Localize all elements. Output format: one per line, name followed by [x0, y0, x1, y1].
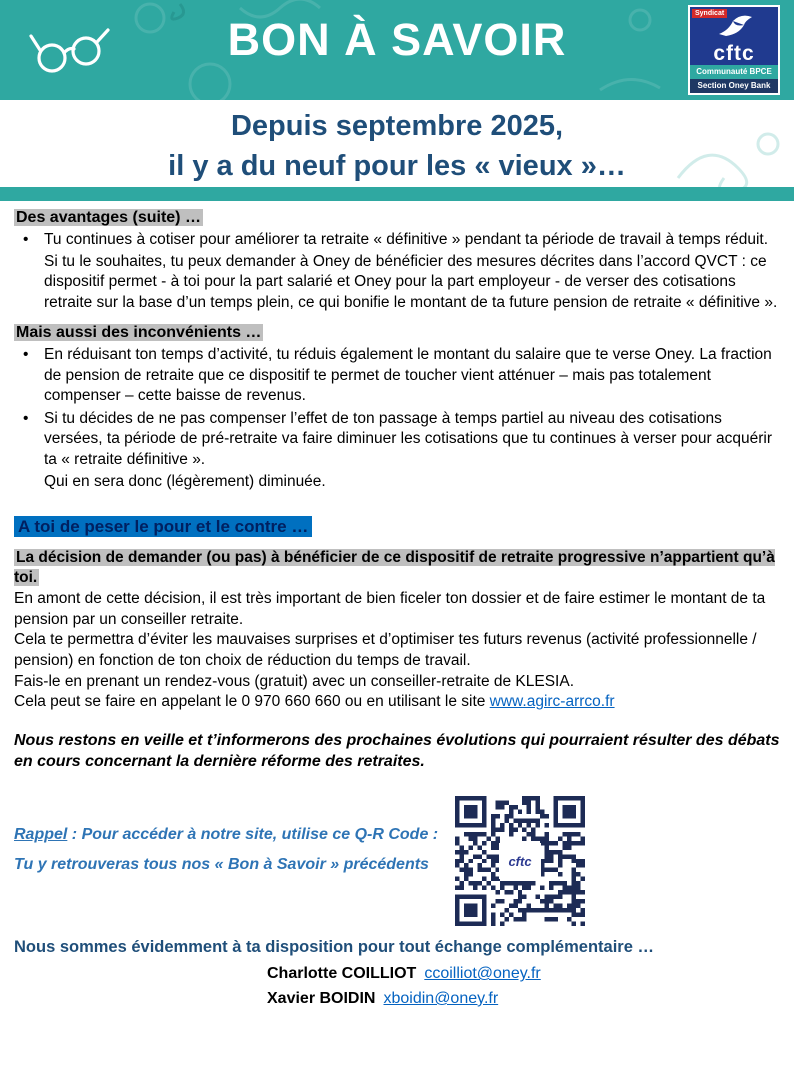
email-link[interactable]: ccoilliot@oney.fr — [424, 965, 541, 983]
rappel-section — [14, 796, 780, 932]
section-heading-advantages: Des avantages (suite) … — [16, 209, 201, 226]
section-heading-inconvenients: Mais aussi des inconvénients … — [16, 323, 262, 341]
watch-note: Nous restons en veille et t’informerons des prochaines évolutions qui pourraient résulter des débats en cours concernant la dernière réforme des retraites. — [14, 731, 780, 770]
contact-row — [267, 962, 780, 987]
paragraph-contact-info — [14, 692, 780, 713]
rappel-rest: : Pour accéder à notre site, utilise ce Q-R Code : — [67, 826, 439, 844]
paragraph-text: Cela peut se faire en appelant le 0 970 660 660 ou en utilisant le site — [14, 693, 490, 711]
subtitle-line2: il y a du neuf pour les « vieux »… — [168, 150, 626, 182]
paragraph-advice-3: Fais-le en prenant un rendez-vous (gratuit) avec un conseiller-retraite de KLESIA. — [14, 672, 575, 690]
cftc-logo-main — [690, 7, 778, 65]
email-link[interactable]: xboidin@oney.fr — [383, 989, 499, 1007]
page-title: BON À SAVOIR — [227, 14, 567, 65]
dove-icon — [714, 13, 756, 41]
footer-note: Nous sommes évidemment à ta disposition pour tout échange complémentaire … — [14, 938, 654, 957]
decision-statement: La décision de demander (ou pas) à bénéficier de ce dispositif de retraite progressive n’appartient qu’à toi. — [14, 548, 775, 587]
qr-cftc-label: cftc — [499, 843, 541, 879]
list-item — [14, 230, 780, 313]
content — [0, 201, 794, 1012]
paragraph-advice-1: En amont de cette décision, il est très important de bien ficeler ton dossier et de faire estimer le montant de ta pension par un conseiller retraite. — [14, 590, 766, 628]
bullet-text: • Tu continues à cotiser pour améliorer ta retraite « définitive » pendant ta période de travail à temps réduit. — [44, 231, 769, 249]
advantages-list — [14, 230, 780, 313]
contact-row — [267, 987, 780, 1012]
paragraph-advice-2: Cela te permettra d’éviter les mauvaises surprises et d’optimiser tes futurs revenus (activité professionnelle / pension) en fonction de ton choix de réduction du temps de travail. — [14, 631, 757, 669]
cftc-logo — [688, 5, 780, 95]
bullet-text: • En réduisant ton temps d’activité, tu réduis également le montant du salaire que te verse Oney. La fraction de pension de retraite que ce dispositif te permet de toucher vient atténuer – mais pas totalement compenser – cette baisse de revenus. — [44, 345, 772, 405]
bullet-text: • Si tu décides de ne pas compenser l’effet de ton passage à temps partiel au niveau des cotisations versées, ta période de pré-retraite va faire diminuer les cotisations que tu continues à verser pour acquérir ta « retraite définitive ». — [44, 409, 773, 469]
subtitle-line1: Depuis septembre 2025, — [230, 110, 564, 142]
inconvenients-list — [14, 345, 780, 492]
logo-brand: cftc — [713, 42, 755, 65]
logo-syndicat-label: Syndicat — [692, 9, 727, 18]
logo-section-label: Section Oney Bank — [690, 79, 778, 93]
qr-code — [455, 796, 585, 926]
bullet-continuation: Si tu le souhaites, tu peux demander à Oney de bénéficier des mesures décrites dans l’accord QVCT : ce dispositif permet - à toi pour la part salarié et Oney pour la part employeur - de verser des cotisations retraite sur la base d’un temps plein, ce qui bonifie le montant de ta future pension de retraite « définitive ». — [44, 252, 778, 312]
rappel-text — [14, 820, 459, 879]
section-heading-weigh: A toi de peser le pour et le contre … — [14, 516, 312, 537]
contact-name: Charlotte COILLIOT — [267, 965, 417, 983]
rappel-line2: Tu y retrouveras tous nos « Bon à Savoir » précédents — [14, 855, 429, 873]
contacts — [14, 962, 780, 1012]
rappel-label: Rappel — [14, 826, 68, 844]
header-band — [0, 0, 794, 100]
subtitle — [0, 100, 794, 187]
logo-community-label: Communauté BPCE — [690, 65, 778, 79]
list-item — [14, 409, 780, 492]
divider-band — [0, 187, 794, 201]
contact-name: Xavier BOIDIN — [267, 989, 376, 1007]
list-item — [14, 345, 780, 407]
agirc-arrco-link[interactable]: www.agirc-arrco.fr — [489, 693, 615, 711]
bullet-continuation: Qui en sera donc (légèrement) diminuée. — [44, 472, 326, 490]
